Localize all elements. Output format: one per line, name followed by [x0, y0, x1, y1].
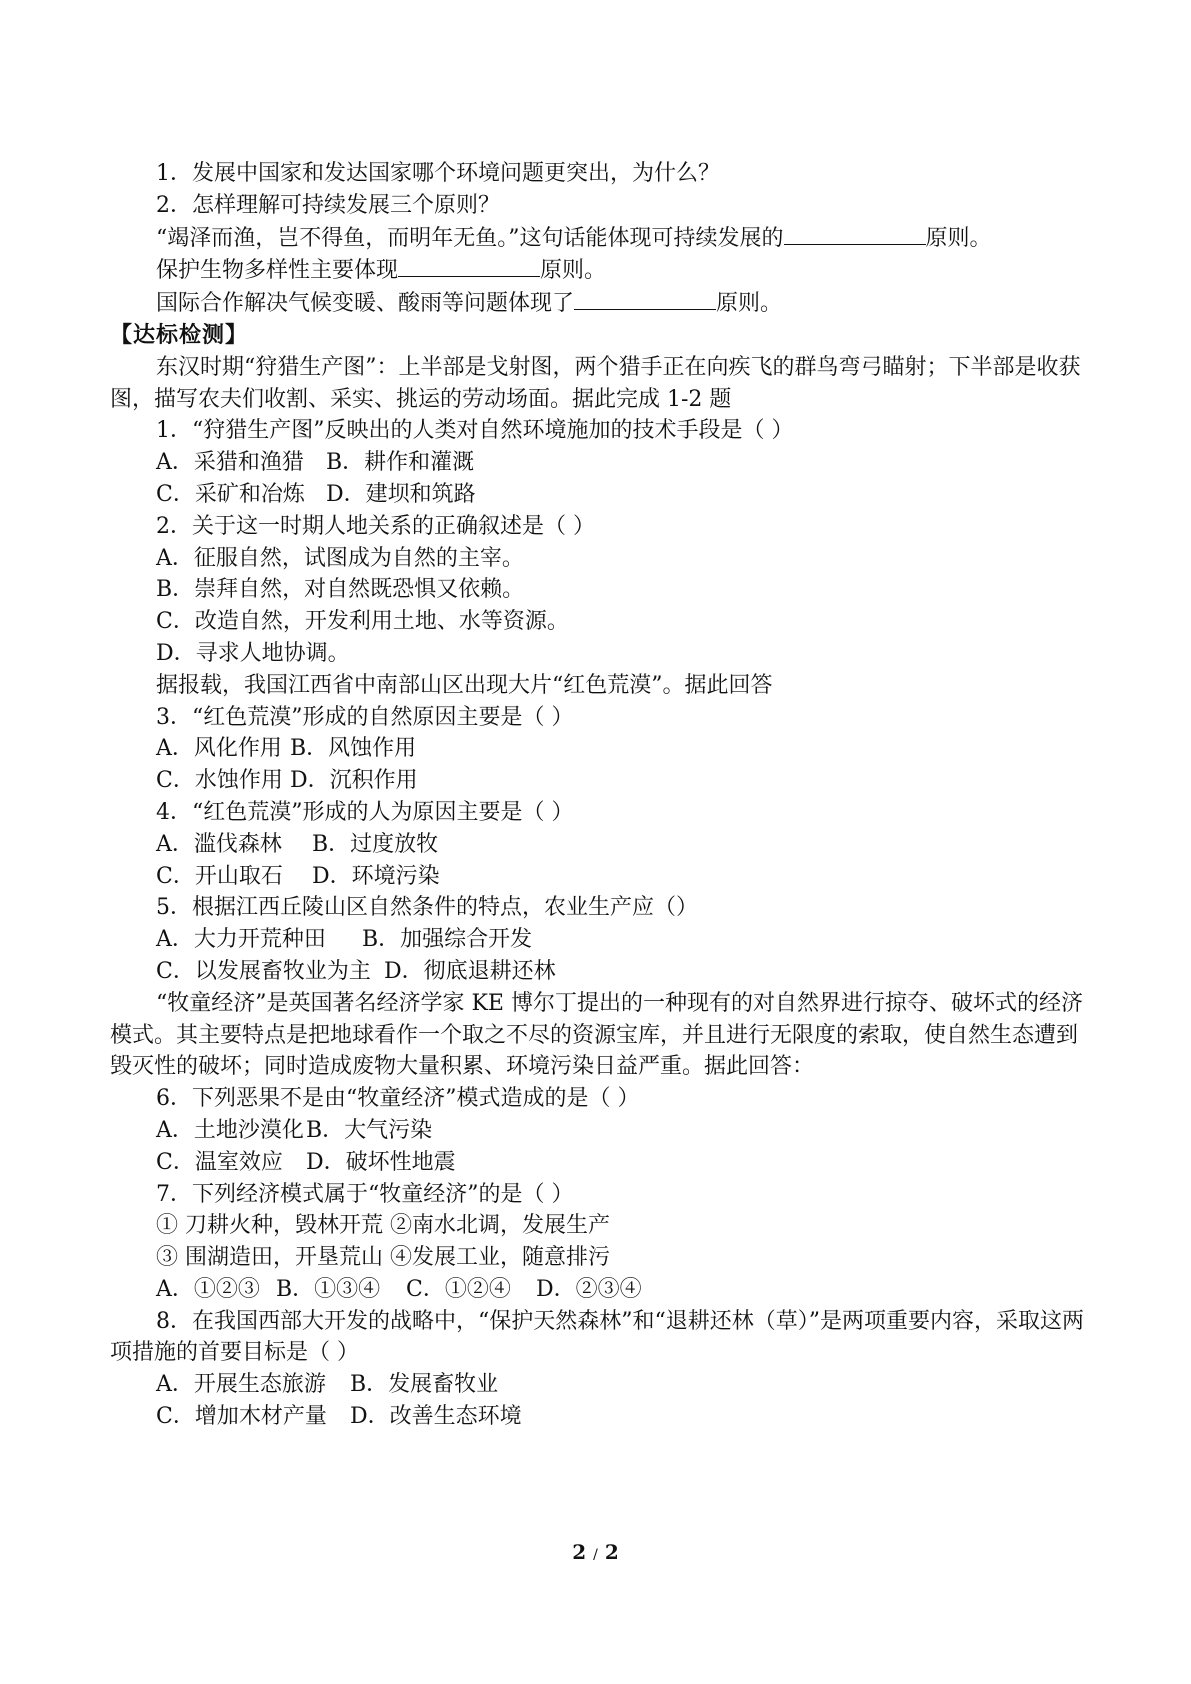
- question-7-stem: 7．下列经济模式属于“牧童经济”的是（ ）: [156, 1181, 574, 1207]
- q7-option-a[interactable]: A．①②③: [156, 1276, 260, 1302]
- q1-option-d[interactable]: D．建坝和筑路: [326, 481, 476, 507]
- q7-item-3: ③ 围湖造田，开垦荒山: [156, 1245, 383, 1271]
- question-7-options: [110, 1274, 1090, 1306]
- q6-option-b[interactable]: B．大气污染: [306, 1117, 433, 1143]
- question-3-stem: 3．“红色荒漠”形成的自然原因主要是（ ）: [156, 704, 574, 730]
- question-5-stem: 5．根据江西丘陵山区自然条件的特点，农业生产应（）: [156, 895, 698, 921]
- question-1-options-ab: [110, 447, 1090, 479]
- q6-option-d[interactable]: D．破坏性地震: [306, 1149, 456, 1175]
- principle-line-1-end: 原则。: [925, 225, 992, 251]
- q3-option-c[interactable]: C．水蚀作用: [156, 768, 283, 794]
- principle-line-2-end: 原则。: [540, 258, 607, 284]
- question-6-options-cd: [110, 1147, 1090, 1179]
- principle-line-1-text: “竭泽而渔，岂不得鱼，而明年无鱼。”这句话能体现可持续发展的: [156, 225, 784, 251]
- section-heading: 【达标检测】: [110, 322, 249, 348]
- q6-option-a[interactable]: A．土地沙漠化: [156, 1117, 304, 1143]
- question-2-stem: 2．关于这一时期人地关系的正确叙述是（ ）: [156, 513, 595, 539]
- question-8-options-cd: [110, 1401, 1090, 1433]
- question-1-stem: 1．“狩猎生产图”反映出的人类对自然环境施加的技术手段是（ ）: [156, 418, 794, 444]
- principle-line-2-text: 保护生物多样性主要体现: [156, 258, 399, 284]
- page-number-total: 2: [604, 1540, 619, 1564]
- principle-line-3: [110, 287, 1090, 320]
- q8-option-c[interactable]: C．增加木材产量: [156, 1404, 327, 1430]
- passage-cowboy-economy: “牧童经济”是英国著名经济学家 KE 博尔丁提出的一种现有的对自然界进行掠夺、破坏式的经济模式。其主要特点是把地球看作一个取之不尽的资源宝库，并且进行无限度的索取，使自然生态遭到毁灭性的破坏；同时造成废物大量积累、环境污染日益严重。据此回答：: [110, 990, 1083, 1080]
- page-number-current: 2: [572, 1540, 587, 1564]
- passage-red-desert: 据报载，我国江西省中南部山区出现大片“红色荒漠”。据此回答: [156, 672, 773, 698]
- q1-option-a[interactable]: A．采猎和渔猎: [156, 450, 304, 476]
- principle-line-2: [110, 254, 1090, 287]
- page-number: [0, 1540, 1191, 1564]
- principle-line-1: [110, 222, 1090, 255]
- q3-option-a[interactable]: A．风化作用: [156, 736, 282, 762]
- q7-item-1: ① 刀耕火种，毁林开荒: [156, 1213, 383, 1239]
- q7-item-2: ②南水北调，发展生产: [390, 1213, 611, 1239]
- q4-option-c[interactable]: C．开山取石: [156, 863, 283, 889]
- principle-line-3-end: 原则。: [716, 291, 783, 317]
- question-7-items-34: [110, 1242, 1090, 1274]
- q3-option-b[interactable]: B．风蚀作用: [290, 736, 417, 762]
- q4-option-d[interactable]: D．环境污染: [312, 863, 440, 889]
- fill-blank-3[interactable]: [574, 287, 716, 310]
- page-content: [110, 158, 1090, 1433]
- q5-option-c[interactable]: C．以发展畜牧业为主: [156, 958, 371, 984]
- q7-option-b[interactable]: B．①③④: [276, 1276, 381, 1302]
- q4-option-b[interactable]: B．过度放牧: [312, 831, 439, 857]
- q7-item-4: ④发展工业，随意排污: [390, 1245, 611, 1271]
- q4-option-a[interactable]: A．滥伐森林: [156, 831, 282, 857]
- q2-option-c[interactable]: C．改造自然，开发利用土地、水等资源。: [156, 609, 569, 635]
- q7-option-c[interactable]: C．①②④: [406, 1276, 511, 1302]
- q8-option-d[interactable]: D．改善生态环境: [350, 1404, 522, 1430]
- question-5-options-cd: [110, 956, 1090, 988]
- principle-line-3-text: 国际合作解决气候变暖、酸雨等问题体现了: [156, 291, 575, 317]
- question-6-options-ab: [110, 1115, 1090, 1147]
- question-4-options-cd: [110, 861, 1090, 893]
- review-question-2: 2．怎样理解可持续发展三个原则？: [156, 192, 500, 218]
- question-5-options-ab: [110, 924, 1090, 956]
- q8-option-b[interactable]: B．发展畜牧业: [350, 1372, 499, 1398]
- question-6-stem: 6．下列恶果不是由“牧童经济”模式造成的是（ ）: [156, 1086, 640, 1112]
- q6-option-c[interactable]: C．温室效应: [156, 1149, 283, 1175]
- q1-option-b[interactable]: B．耕作和灌溉: [326, 450, 475, 476]
- q7-option-d[interactable]: D．②③④: [536, 1276, 642, 1302]
- page-number-separator: /: [593, 1547, 598, 1563]
- question-3-options-cd: [110, 765, 1090, 797]
- q3-option-d[interactable]: D．沉积作用: [290, 768, 418, 794]
- q5-option-a[interactable]: A．大力开荒种田: [156, 927, 326, 953]
- question-8-options-ab: [110, 1369, 1090, 1401]
- q5-option-d[interactable]: D．彻底退耕还林: [384, 958, 556, 984]
- question-3-options-ab: [110, 733, 1090, 765]
- q8-option-a[interactable]: A．开展生态旅游: [156, 1372, 326, 1398]
- question-4-stem: 4．“红色荒漠”形成的人为原因主要是（ ）: [156, 799, 574, 825]
- question-7-items-12: [110, 1210, 1090, 1242]
- q2-option-a[interactable]: A．征服自然，试图成为自然的主宰。: [156, 545, 524, 571]
- question-1-options-cd: [110, 479, 1090, 511]
- review-question-1: 1．发展中国家和发达国家哪个环境问题更突出，为什么？: [156, 161, 720, 186]
- q1-option-c[interactable]: C．采矿和冶炼: [156, 481, 305, 507]
- q2-option-d[interactable]: D．寻求人地协调。: [156, 640, 350, 666]
- question-8-stem: 8．在我国西部大开发的战略中，“保护天然森林”和“退耕还林（草）”是两项重要内容，采取这两项措施的首要目标是（ ）: [110, 1308, 1084, 1366]
- q2-option-b[interactable]: B．崇拜自然，对自然既恐惧又依赖。: [156, 577, 525, 603]
- fill-blank-2[interactable]: [398, 254, 540, 277]
- question-4-options-ab: [110, 829, 1090, 861]
- q5-option-b[interactable]: B．加强综合开发: [362, 927, 533, 953]
- fill-blank-1[interactable]: [784, 222, 926, 245]
- passage-hunting: 东汉时期“狩猎生产图”：上半部是戈射图，两个猎手正在向疾飞的群鸟弯弓瞄射；下半部是收获图，描写农夫们收割、采实、挑运的劳动场面。据此完成 1-2 题: [110, 354, 1081, 412]
